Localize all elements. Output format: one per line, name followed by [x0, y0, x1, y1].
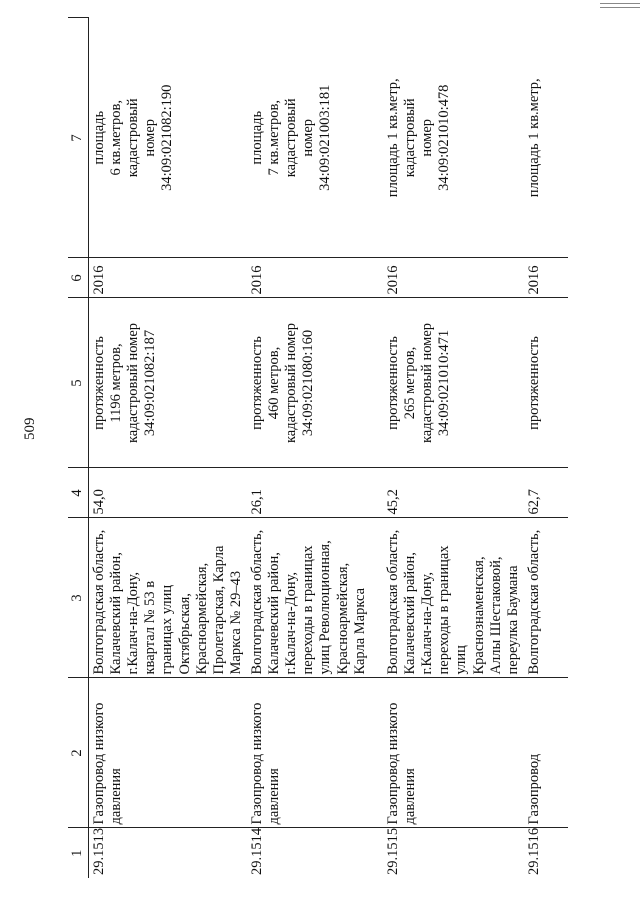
registry-table-wrapper — [68, 18, 618, 878]
corner-mark — [600, 0, 640, 10]
object-characteristic: протяженность — [524, 298, 568, 468]
row-id: 29.1516 — [525, 827, 542, 875]
column-number: 1 — [68, 828, 89, 878]
object-characteristic: протяженность 460 метров, кадастровый номер 34:09:021080:160 — [247, 298, 383, 468]
object-characteristic: протяженность 265 метров, кадастровый номер 34:09:021010:471 — [383, 298, 524, 468]
object-year: 2016 — [524, 258, 568, 298]
object-value: 26,1 — [247, 468, 383, 518]
object-address: Волгоградская область, Калачевский район, г.Калач-на-Дону, переходы в границах улиц Революционная, Красноармейская, Карла Маркса — [247, 518, 383, 678]
object-characteristic: протяженность 1196 метров, кадастровый номер 34:09:021082:187 — [89, 298, 247, 468]
object-note: площадь 1 кв.метр, кадастровый номер 34:09:021010:478 — [383, 18, 524, 258]
object-value: 54,0 — [89, 468, 247, 518]
object-value: 45,2 — [383, 468, 524, 518]
row-id: 29.1513 — [91, 827, 107, 875]
page-number: 509 — [22, 417, 38, 440]
object-name: Газопровод низкого давления — [247, 678, 383, 828]
row-id: 29.1514 — [248, 827, 265, 875]
row-id: 29.1515 — [384, 827, 401, 875]
column-number: 5 — [68, 298, 89, 468]
object-note: площадь 1 кв.метр, — [524, 18, 568, 258]
object-year: 2016 — [383, 258, 524, 298]
column-number: 2 — [68, 678, 89, 828]
object-year: 2016 — [89, 258, 247, 298]
column-number: 4 — [68, 468, 89, 518]
object-address: Волгоградская область, Калачевский район, г.Калач-на-Дону, переходы в границах улиц Краснознаменская, Аллы Шестаковой, переулка Баумана — [383, 518, 524, 678]
object-address: Волгоградская область, — [524, 518, 568, 678]
table-row — [247, 18, 383, 878]
registry-table — [68, 18, 568, 879]
table-row — [383, 18, 524, 878]
object-year: 2016 — [247, 258, 383, 298]
column-number: 7 — [68, 18, 89, 258]
object-note: площадь 6 кв.метров, кадастровый номер 34:09:021082:190 — [89, 18, 247, 258]
object-name: Газопровод низкого давления — [89, 678, 247, 828]
column-number: 3 — [68, 518, 89, 678]
object-address: Волгоградская область, Калачевский район, г.Калач-на-Дону, квартал № 53 в границах улиц Октябрьская, Красноармейская, Пролетарская, Карла Маркса № 29–43 — [89, 518, 247, 678]
column-number-header-row — [68, 18, 89, 878]
object-value: 62,7 — [524, 468, 568, 518]
table-row — [524, 18, 568, 878]
column-number: 6 — [68, 258, 89, 298]
object-name: Газопровод низкого давления — [383, 678, 524, 828]
object-note: площадь 7 кв.метров, кадастровый номер 34:09:021003:181 — [247, 18, 383, 258]
table-row — [89, 18, 247, 878]
object-name: Газопровод — [524, 678, 568, 828]
